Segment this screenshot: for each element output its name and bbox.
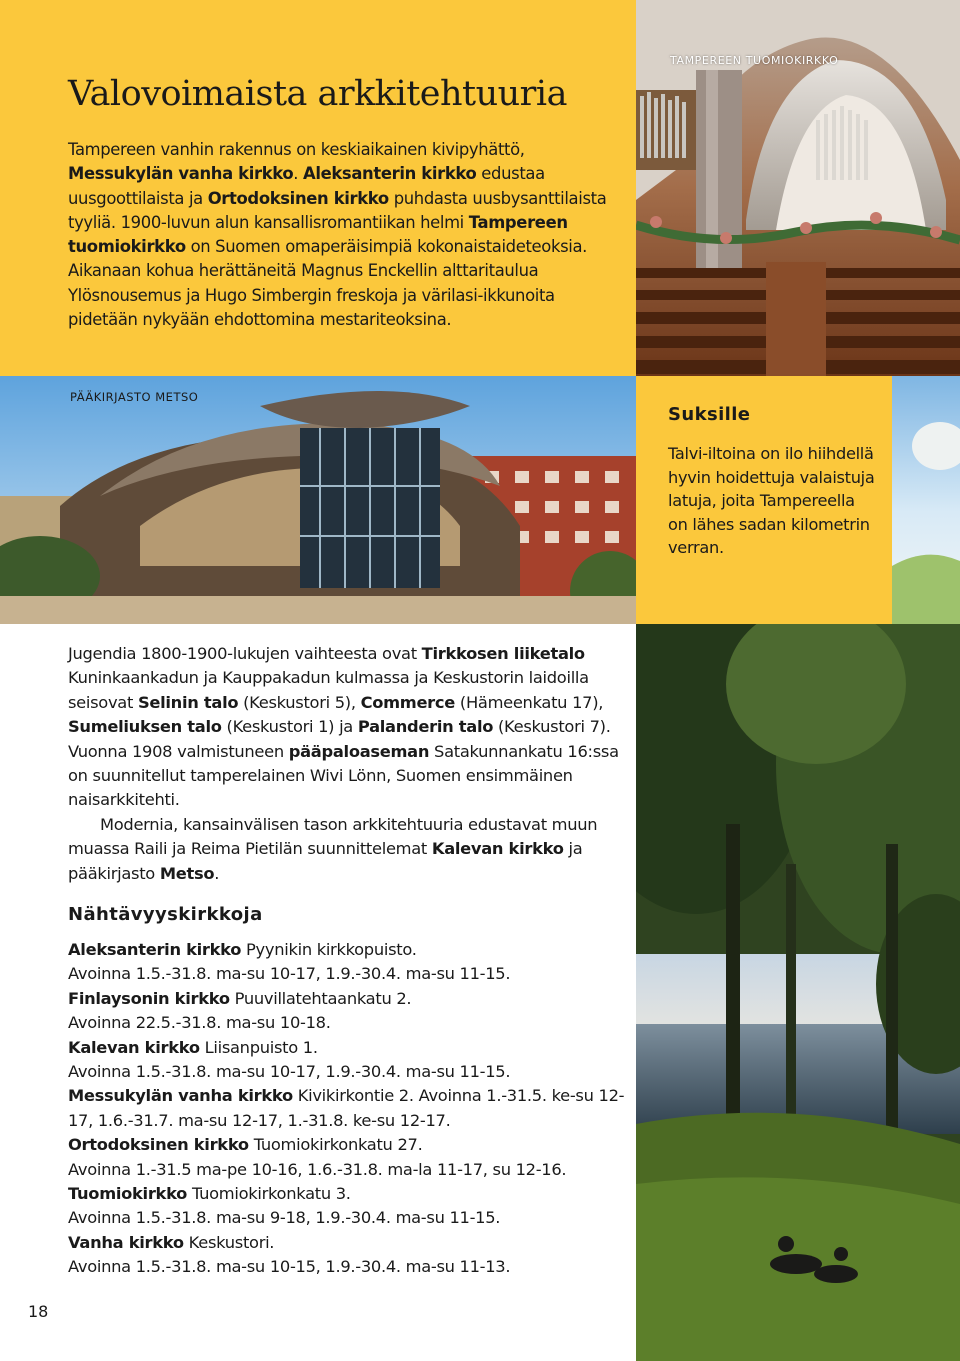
body-text [68,642,628,886]
church-name: Vanha kirkko [68,1232,184,1252]
library-building-image [0,376,636,624]
sights-title: Nähtävyyskirkkoja [68,904,263,925]
modern-paragraph: Modernia, kansainvälisen tason arkkitehtuuria edustavat muun muassa Raili ja Reima Pietilän suunnittelemat Kalevan kirkko ja pääkirjasto Metso. [68,814,598,883]
library-caption: PÄÄKIRJASTO METSO [70,390,199,404]
church-entry [68,1036,628,1060]
page-title: Valovoimaista arkkitehtuuria [68,74,567,114]
church-name: Tampereen tuomiokirkko [68,212,568,257]
building-name: pääpaloaseman [288,741,430,761]
church-name: Finlaysonin kirkko [68,988,230,1008]
church-entry [68,1231,628,1255]
ski-text: Talvi-iltoina on ilo hiihdellä hyvin hoidettuja valaistuja latuja, joita Tampereella on lähes sadan kilometrin verran. [668,444,875,558]
church-hours: Avoinna 1.5.-31.8. ma-su 9-18, 1.9.-30.4. ma-su 11-15. [68,1208,501,1228]
page-number: 18 [28,1302,49,1321]
church-name: Ortodoksinen kirkko [68,1135,249,1155]
building-name: Commerce [360,692,456,712]
building-name: Metso [159,863,215,883]
cathedral-caption: TAMPEREEN TUOMIOKIRKKO [670,54,839,67]
church-list [68,938,628,1280]
church-entry [68,1084,628,1133]
church-name: Aleksanterin kirkko [303,164,477,184]
church-address: Liisanpuisto 1. [199,1037,318,1057]
church-name: Kalevan kirkko [68,1037,200,1057]
church-name: Aleksanterin kirkko [68,940,242,959]
church-name: Tuomiokirkko [68,1184,188,1204]
church-address: Puuvillatehtaankatu 2. [229,988,412,1008]
church-address: Tuomiokirkonkatu 27. [248,1135,423,1155]
ski-photo-strip [892,376,960,624]
river-park-photo [636,624,960,1361]
church-address: Kivikirkontie 2. Avoinna 1.-31.5. ke-su 12-17, 1.6.-31.7. ma-su 12-17, 1.-31.8. ke-su 12-17. [68,1086,625,1130]
church-name: Messukylän vanha kirkko [68,1086,293,1106]
building-name: Palanderin talo [357,717,494,737]
church-hours: Avoinna 22.5.-31.8. ma-su 10-18. [68,1013,331,1033]
intro-paragraph: Tampereen vanhin rakennus on keskiaikainen kivipyhättö, Messukylän vanha kirkko. Aleksanterin kirkko edustaa uusgoottilaista ja Ortodoksinen kirkko puhdasta uusbysanttilaista tyyliä. 1900-luvun alun kansallisromantiikan helmi Tampereen tuomiokirkko on Suomen omaperäisimpiä kokonaistaideteoksia. Aikanaan kohua herättäneitä Magnus Enckellin alttaritaulua Ylösnousemus ja Hugo Simbergin freskoja ja värilasi-ikkunoita pidetään nykyään ehdottomina mestariteoksina. [68,140,607,330]
church-entry [68,987,628,1011]
church-address: Keskustori. [183,1232,275,1252]
church-entry [68,1133,628,1157]
church-address: Pyynikin kirkkopuisto. [241,940,417,959]
building-name: Kalevan kirkko [431,839,564,859]
jugend-paragraph: Jugendia 1800-1900-lukujen vaihteesta ovat Tirkkosen liiketalo Kuninkaankadun ja Kauppakadun kulmassa ja Keskustorin laidoilla seisovat Selinin talo (Keskustori 5), Commerce (Hämeenkatu 17), Sumeliuksen talo (Keskustori 1) ja Palanderin talo (Keskustori 7). Vuonna 1908 valmistuneen pääpaloaseman Satakunnankatu 16:ssa on suunnitellut tamperelainen Wivi Lönn, Suomen ensimmäinen naisarkkitehti. [68,644,619,810]
church-entry [68,1182,628,1206]
building-name: Selinin talo [137,692,239,712]
church-name: Ortodoksinen kirkko [207,188,389,208]
riverside-park-image [636,624,960,1361]
library-photo [0,376,636,624]
building-name: Tirkkosen liiketalo [421,644,585,663]
church-name: Messukylän vanha kirkko [68,164,294,184]
church-entry [68,938,628,962]
church-hours: Avoinna 1.-31.5 ma-pe 10-16, 1.6.-31.8. ma-la 11-17, su 12-16. [68,1159,567,1179]
snow-landscape-image [892,376,960,624]
building-name: Sumeliuksen talo [68,717,222,737]
church-hours: Avoinna 1.5.-31.8. ma-su 10-15, 1.9.-30.4. ma-su 11-13. [68,1257,511,1277]
church-hours: Avoinna 1.5.-31.8. ma-su 10-17, 1.9.-30.4. ma-su 11-15. [68,964,511,984]
church-hours: Avoinna 1.5.-31.8. ma-su 10-17, 1.9.-30.4. ma-su 11-15. [68,1062,511,1082]
church-address: Tuomiokirkonkatu 3. [187,1184,351,1204]
ski-title: Suksille [668,404,751,425]
